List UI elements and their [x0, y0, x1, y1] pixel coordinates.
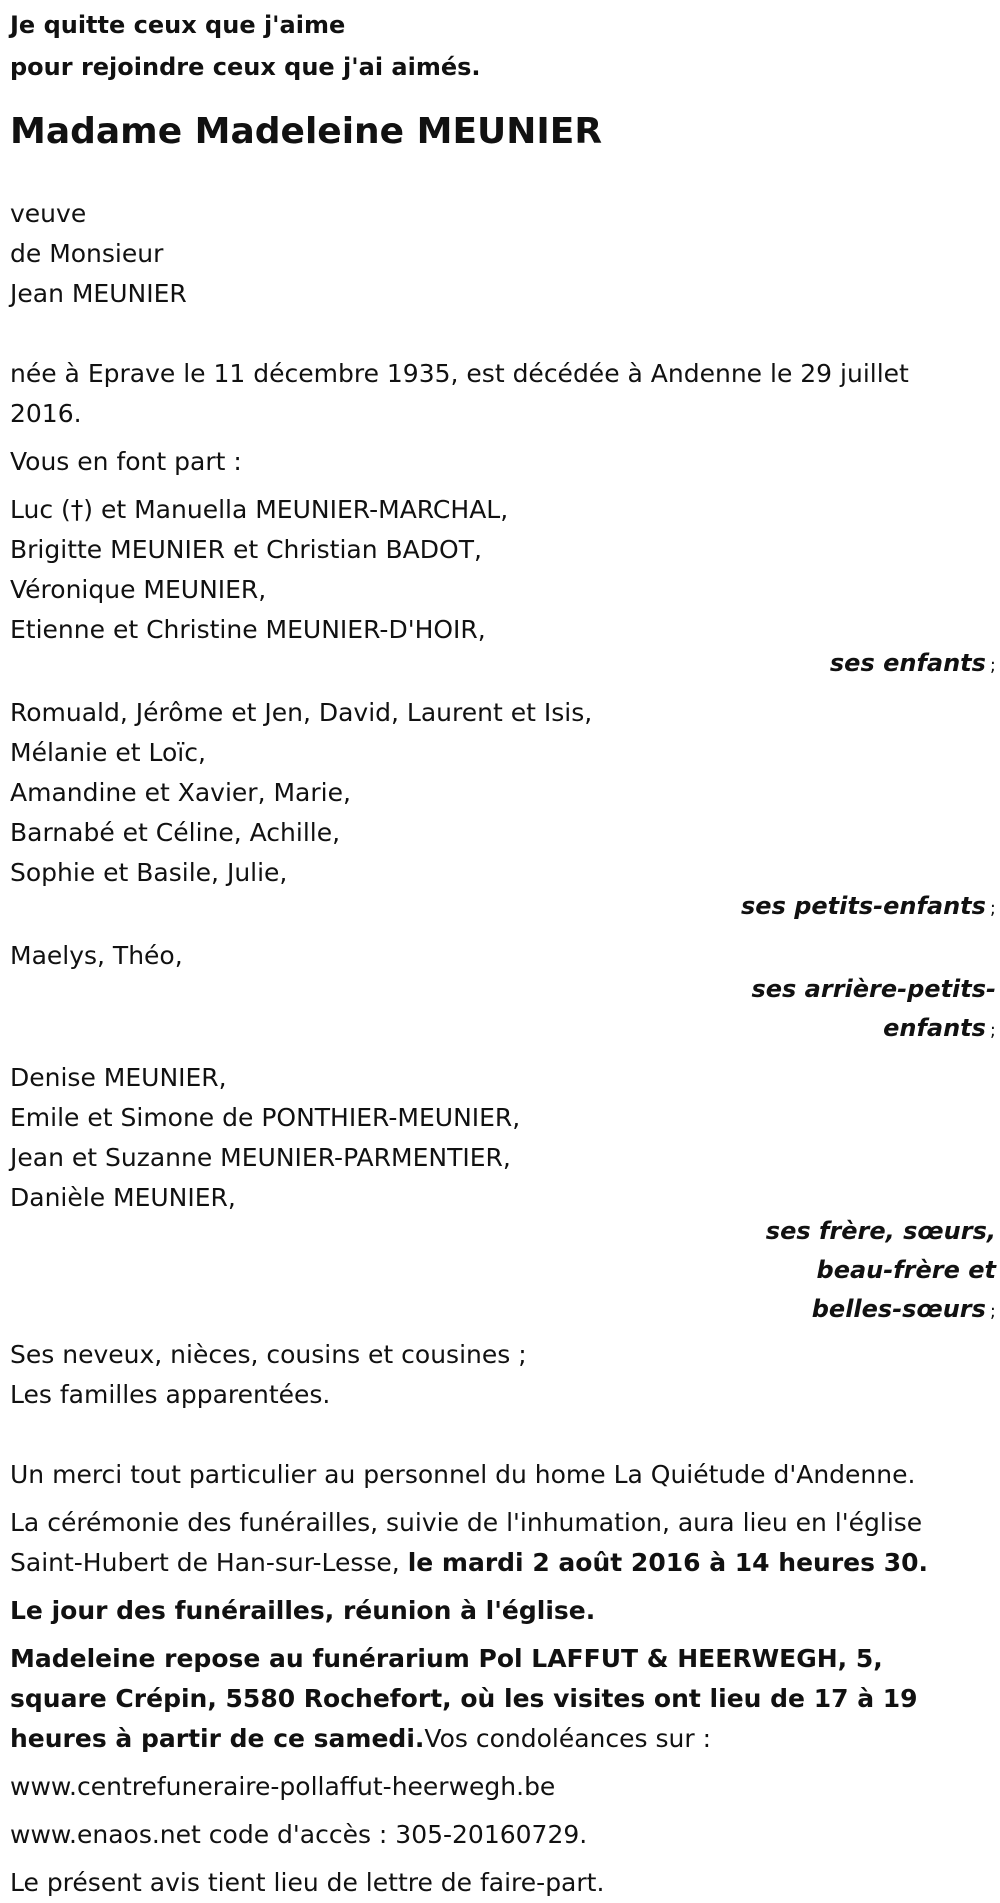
spacer — [10, 1759, 1000, 1767]
siblings-block — [10, 1058, 1000, 1331]
condolences-label: Vos condoléances sur : — [424, 1724, 711, 1753]
widow-line-3: Jean MEUNIER — [10, 279, 187, 308]
epigraph-line-1: Je quitte ceux que j'aime — [10, 11, 346, 39]
list-item: Danièle MEUNIER, — [10, 1183, 236, 1212]
footer-note: Le présent avis tient lieu de lettre de faire-part. — [10, 1868, 605, 1897]
children-block — [10, 490, 1000, 685]
role-semicolon: ; — [989, 655, 996, 676]
role-label: ses enfants — [829, 649, 986, 677]
role-label: enfants — [883, 1014, 986, 1042]
great-grandchildren-block — [10, 936, 1000, 1050]
epigraph-line-2: pour rejoindre ceux que j'ai aimés. — [10, 53, 481, 81]
role-label-line-1: ses arrière-petits- — [751, 975, 996, 1003]
relatives-block — [10, 1335, 1000, 1415]
ceremony-text — [10, 1503, 985, 1583]
list-item: Mélanie et Loïc, — [10, 738, 206, 767]
role-label-line-2: beau-frère et — [816, 1256, 996, 1284]
epigraph — [10, 0, 1000, 92]
role-grandchildren — [10, 887, 1000, 928]
list-item: Denise MEUNIER, — [10, 1063, 227, 1092]
ceremony-details: La cérémonie des funérailles, suivie de l'inhumation, aura lieu en l'église Saint-Hubert de Han-sur-Lesse, — [10, 1508, 923, 1577]
list-item: Etienne et Christine MEUNIER-D'HOIR, — [10, 615, 486, 644]
meeting-text: Le jour des funérailles, réunion à l'église. — [10, 1596, 596, 1625]
role-semicolon: ; — [989, 898, 996, 919]
deceased-name: Madame Madeleine MEUNIER — [10, 111, 603, 152]
list-item: Brigitte MEUNIER et Christian BADOT, — [10, 535, 482, 564]
website-link[interactable]: www.centrefuneraire-pollaffut-heerwegh.be — [10, 1772, 556, 1801]
thanks-text: Un merci tout particulier au personnel du home La Quiétude d'Andenne. — [10, 1460, 916, 1489]
role-label-line-2 — [10, 1009, 996, 1050]
spacer — [10, 1495, 1000, 1503]
spacer — [10, 314, 1000, 354]
role-semicolon: ; — [989, 1301, 996, 1322]
spacer — [10, 1631, 1000, 1639]
spacer — [10, 928, 1000, 936]
role-label-line-3 — [10, 1290, 996, 1331]
list-item: Jean et Suzanne MEUNIER-PARMENTIER, — [10, 1143, 511, 1172]
grandchildren-block — [10, 693, 1000, 928]
list-item: Barnabé et Céline, Achille, — [10, 818, 341, 847]
spacer — [10, 1855, 1000, 1863]
spacer — [10, 1583, 1000, 1591]
list-item: Sophie et Basile, Julie, — [10, 858, 288, 887]
visit-text — [10, 1639, 985, 1759]
birth-death-text: née à Eprave le 11 décembre 1935, est décédée à Andenne le 29 juillet 2016. — [10, 359, 909, 428]
list-item: Luc (†) et Manuella MEUNIER-MARCHAL, — [10, 495, 509, 524]
spacer — [10, 154, 1000, 194]
list-item: Véronique MEUNIER, — [10, 575, 267, 604]
role-label-line-1: ses frère, sœurs, — [765, 1217, 996, 1245]
role-children — [10, 644, 1000, 685]
role-siblings — [10, 1212, 1000, 1331]
spacer — [10, 482, 1000, 490]
ceremony-date: le mardi 2 août 2016 à 14 heures 30. — [407, 1548, 928, 1577]
visit-details: Madeleine repose au funérarium Pol LAFFUT & HEERWEGH, 5, square Crépin, 5580 Rochefort, où les visites ont lieu de 17 à 19 heures à partir de ce samedi. — [10, 1644, 918, 1753]
widow-line-1: veuve — [10, 199, 87, 228]
spacer — [10, 434, 1000, 442]
widow-line-2: de Monsieur — [10, 239, 164, 268]
role-great-grandchildren — [10, 970, 1000, 1050]
enaos-access-code[interactable]: www.enaos.net code d'accès : 305-20160729. — [10, 1820, 588, 1849]
list-item: Maelys, Théo, — [10, 941, 183, 970]
relatives-line-1: Ses neveux, nièces, cousins et cousines ; — [10, 1340, 527, 1369]
role-label: ses petits-enfants — [741, 892, 986, 920]
relatives-line-2: Les familles apparentées. — [10, 1380, 331, 1409]
role-semicolon: ; — [989, 1020, 996, 1041]
spacer — [10, 685, 1000, 693]
list-item: Emile et Simone de PONTHIER-MEUNIER, — [10, 1103, 521, 1132]
spacer — [10, 1050, 1000, 1058]
spacer — [10, 1807, 1000, 1815]
list-item: Romuald, Jérôme et Jen, David, Laurent et Isis, — [10, 698, 593, 727]
spacer — [10, 1415, 1000, 1455]
role-label: belles-sœurs — [811, 1295, 986, 1323]
list-item: Amandine et Xavier, Marie, — [10, 778, 351, 807]
widow-block — [10, 194, 1000, 314]
announcement: Vous en font part : — [10, 447, 242, 476]
